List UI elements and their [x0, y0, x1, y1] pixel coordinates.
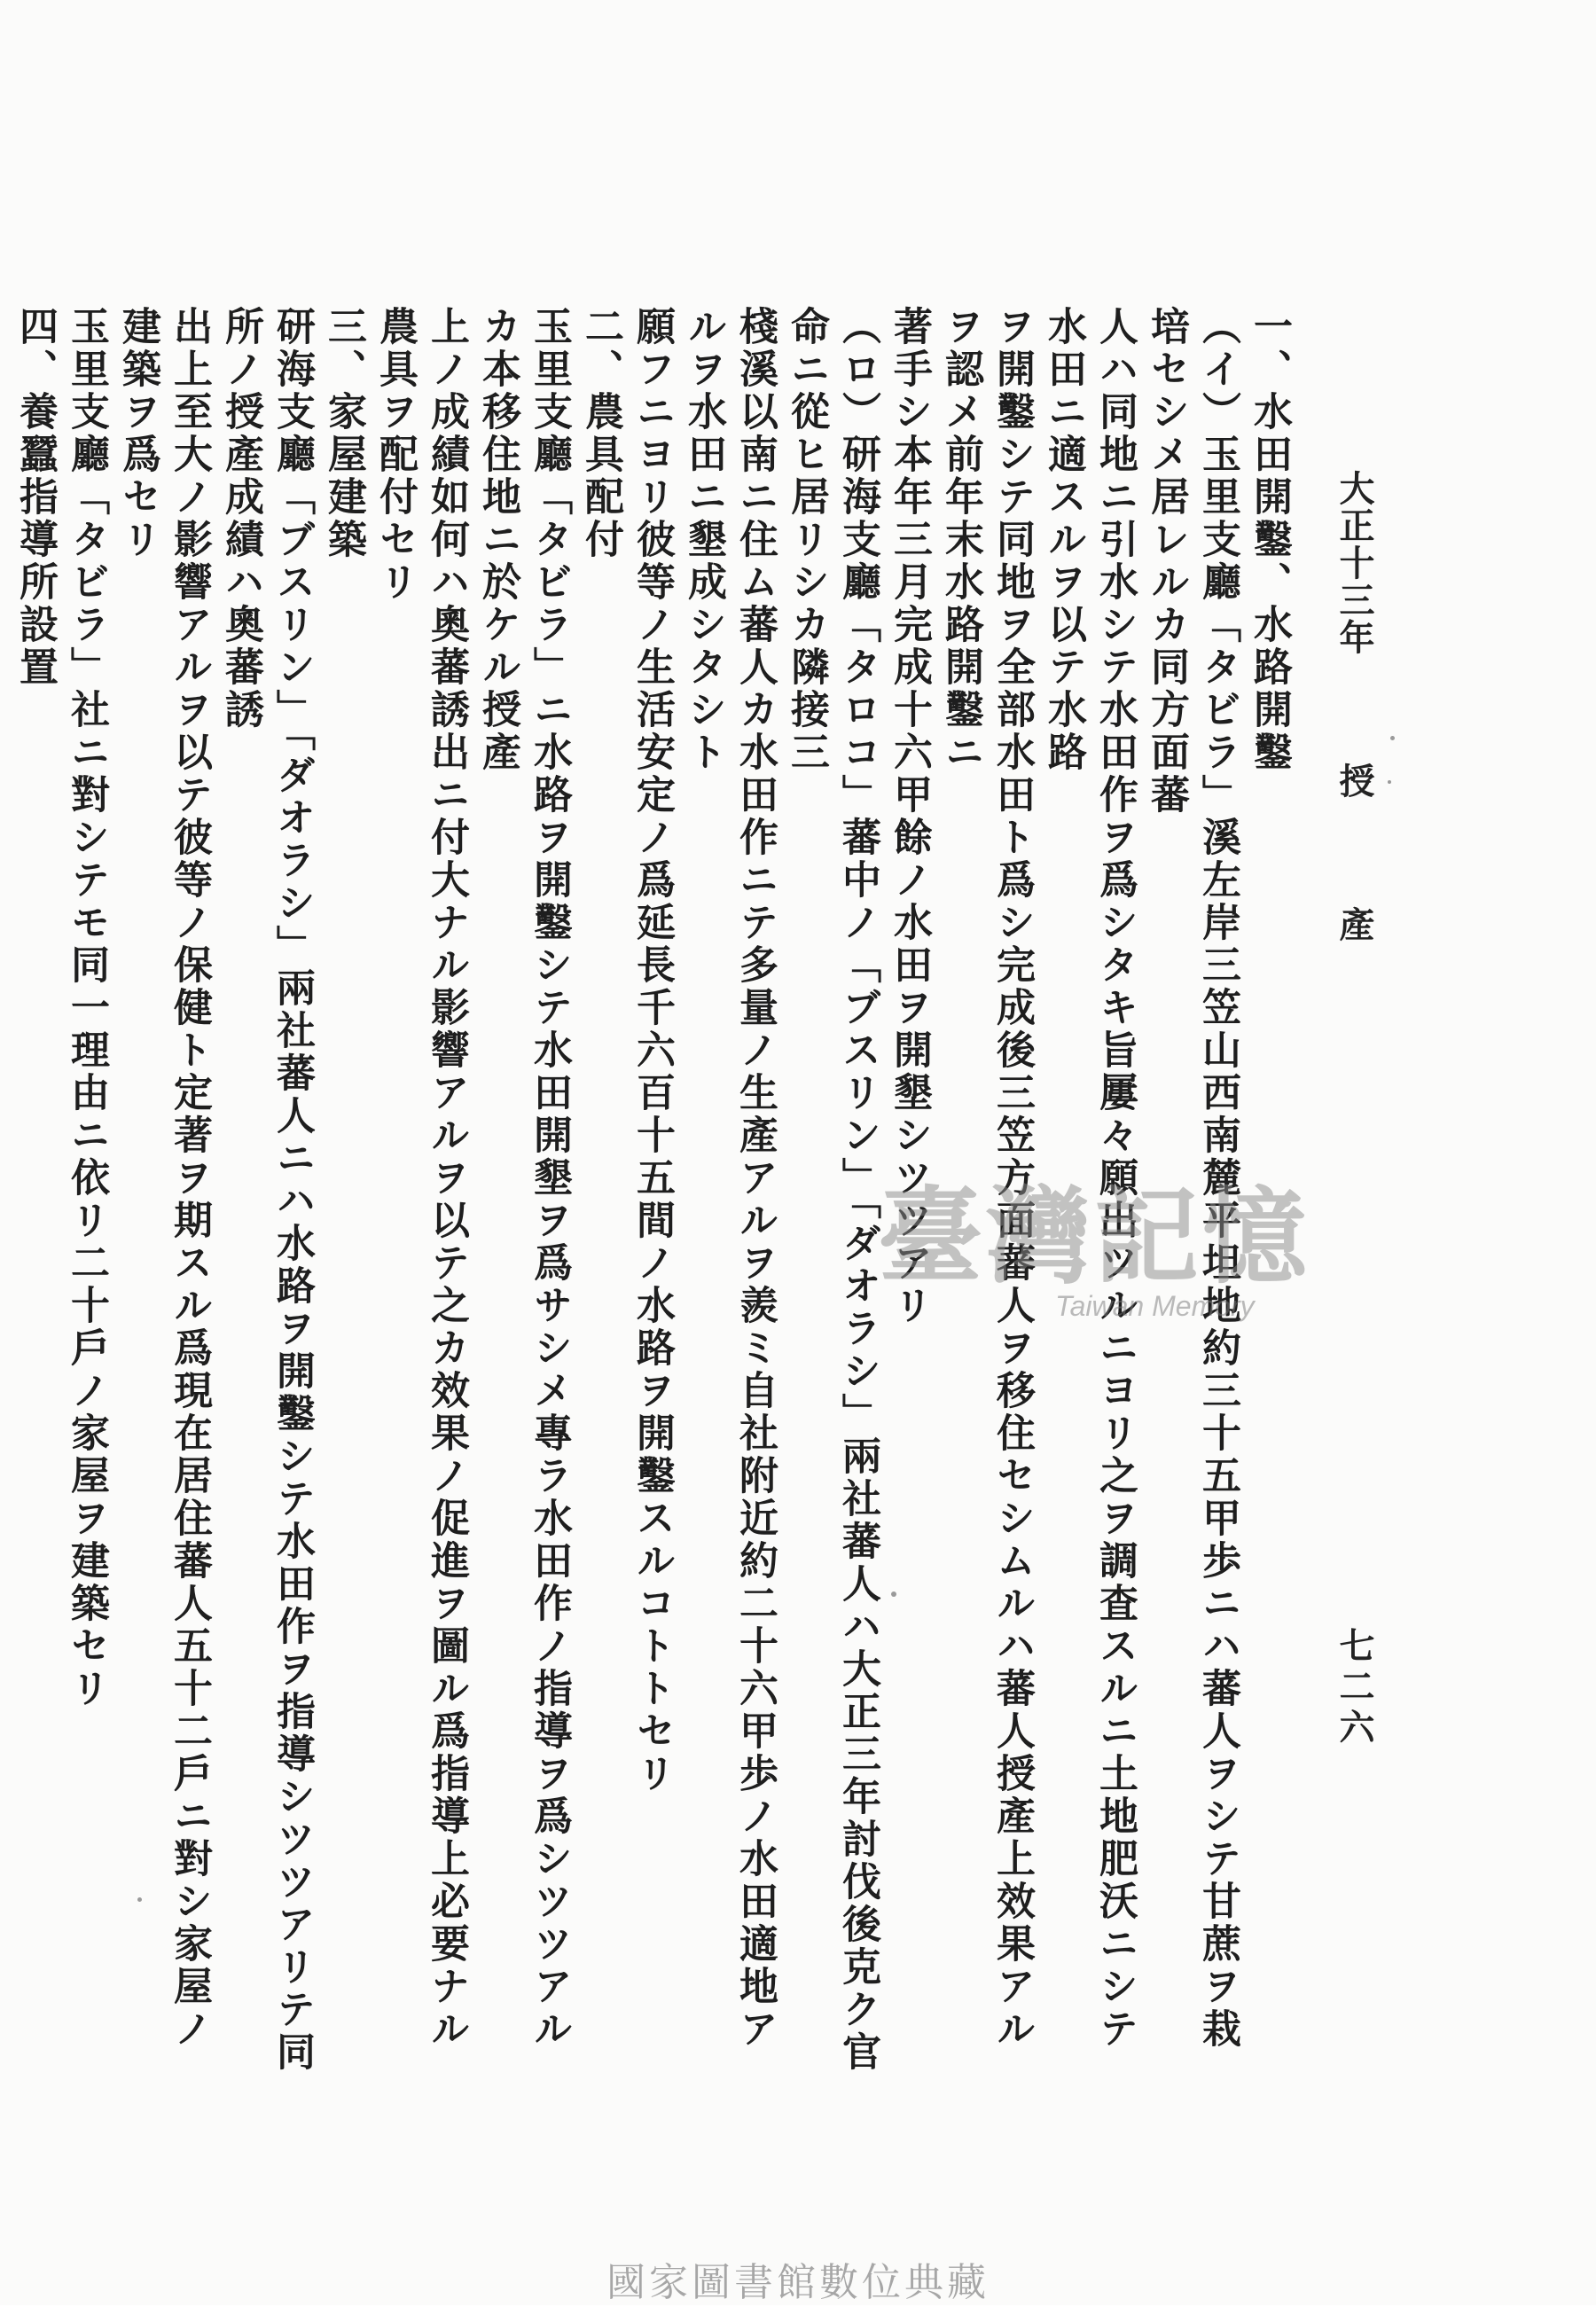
watermark-latin: Taiwan Memory [1055, 1290, 1255, 1322]
text-line: （イ）玉里支廳「タビラ」溪左岸三笠山西南麓平坦地約三十五甲歩ニハ蕃人ヲシテ甘蔗ヲ栽培セシメ居レルカ同方面蕃 [1144, 306, 1240, 2051]
text-line: 願フニヨリ彼等ノ生活安定ノ爲延長千六百十五間ノ水路ヲ開鑿スルコトトセリ [630, 306, 675, 1795]
text-line: 研海支廳「ブスリン」「ダオラシ」兩社蕃人ニハ水路ヲ開鑿シテ水田作ヲ指導シツツアリテ同所ノ授產成績ハ奧蕃誘 [218, 306, 315, 2074]
text-line: 上ノ成績如何ハ奧蕃誘出ニ付大ナル影響アルヲ以テ之カ效果ノ促進ヲ圖ル爲指導上必要ナル農具ヲ配付セリ [372, 306, 469, 2051]
section-heading-4: 四、養蠶指導所設置 [12, 306, 58, 689]
scan-speck [1388, 780, 1391, 784]
text-line: （ロ）研海支廳「タロコ」蕃中ノ「ブスリン」「ダオラシ」兩社蕃人ハ大正三年討伐後克ク官命ニ從ヒ居リシカ隣接三 [784, 306, 880, 2074]
watermark-cjk: 臺灣記憶 [878, 1175, 1311, 1298]
section-heading-3: 三、家屋建築 [321, 306, 366, 561]
header-char-1: 授 [1334, 762, 1375, 800]
text-line: 玉里支廳「タビラ」ニ水路ヲ開鑿シテ水田開墾ヲ爲サシメ專ラ水田作ノ指導ヲ爲シツツアルカ本移住地ニ於ケル授產 [475, 306, 572, 2051]
scan-speck [137, 1897, 142, 1902]
page-number: 七二六 [1334, 1627, 1375, 1749]
running-header [1334, 470, 1373, 943]
header-char-2: 產 [1334, 906, 1375, 943]
text-line: 出上至大ノ影響アルヲ以テ彼等ノ保健ト定著ヲ期スル爲現在居住蕃人五十二戶ニ對シ家屋ノ建築ヲ爲セリ [115, 306, 212, 2051]
text-line: 人ハ同地ニ引水シテ水田作ヲ爲シタキ旨屢々願出ツルニヨリ之ヲ調査スルニ土地肥沃ニシテ水田ニ適スルヲ以テ水路 [1041, 306, 1138, 2051]
text-line: ヲ開鑿シテ同地ヲ全部水田ト爲シ完成後三笠方面蕃人ヲ移住セシムルハ蕃人授產上效果アルヲ認メ前年末水路開鑿ニ [938, 306, 1035, 2051]
watermark-logo [878, 1175, 1311, 1348]
scan-speck [1390, 736, 1395, 740]
text-line: 著手シ本年三月完成十六甲餘ノ水田ヲ開墾シツツアリ [887, 306, 932, 1327]
text-line: 玉里支廳「タビラ」社ニ對シテモ同一理由ニ依リ二十戶ノ家屋ヲ建築セリ [64, 306, 109, 1710]
library-stamp: 國家圖書館數位典藏 [606, 2260, 990, 2305]
section-heading-1: 一、水田開鑿、水路開鑿 [1247, 306, 1292, 774]
scan-speck [891, 1591, 896, 1597]
section-heading-2: 二、農具配付 [578, 306, 623, 561]
header-era: 大正十三年 [1334, 470, 1375, 656]
text-line: 棧溪以南ニ住ム蕃人カ水田作ニテ多量ノ生產アルヲ羨ミ自社附近約二十六甲歩ノ水田適地アルヲ水田ニ墾成シタシト [681, 306, 778, 2051]
